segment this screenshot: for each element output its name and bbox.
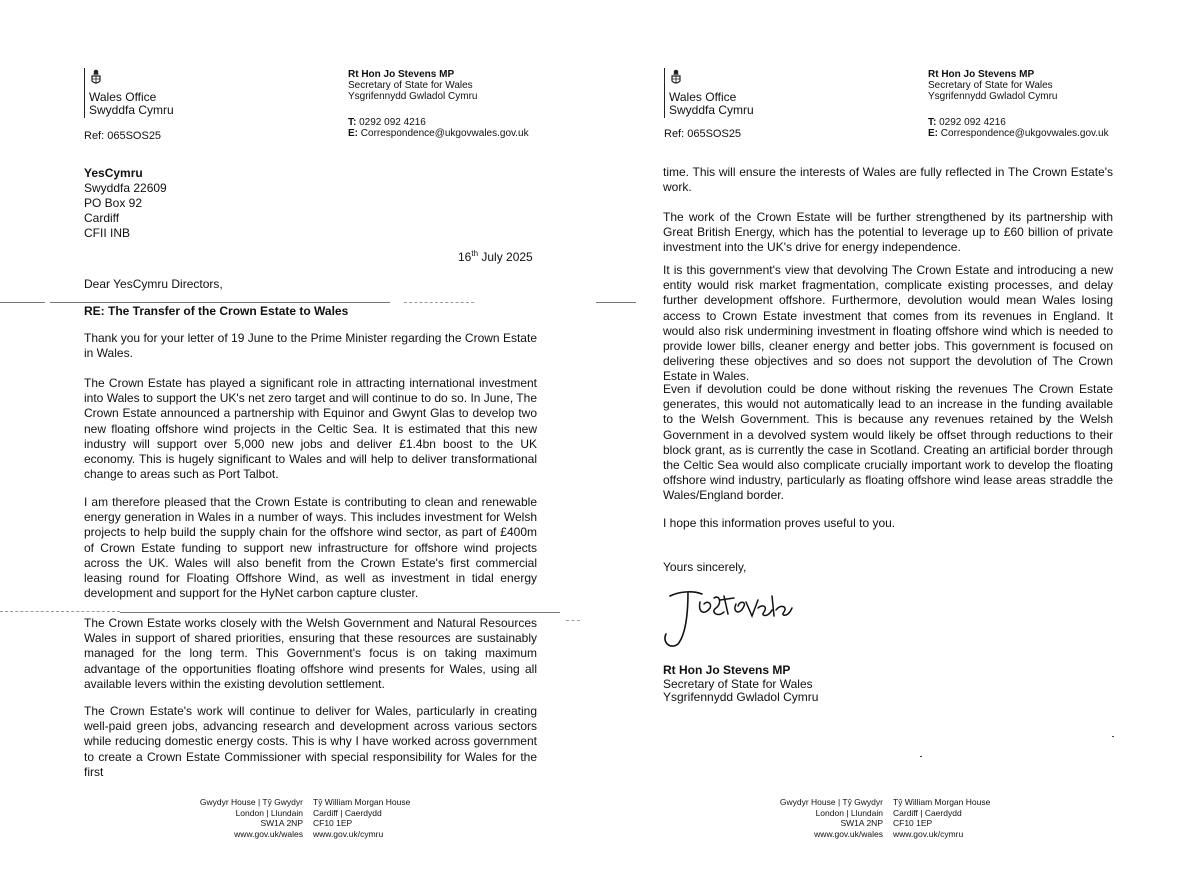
body-paragraph: It is this government's view that devolving The Crown Estate and introducing a new entity would risk market fragmentation, complicate existing processes, and delay further development offshore. Furthermore, devolution would mean Wales losing access to Crown Estate investment that comes from its revenues in England. It would also risk undermining investment in floating offshore wind which is needed to provide lower bills, cleaner energy and better jobs. This government is focused on delivering these objectives and so does not support the devolution of The Crown Estate in Wales.: [663, 263, 1113, 384]
sender-name: Rt Hon Jo Stevens MP: [928, 69, 1035, 80]
org-name: [669, 91, 754, 117]
contact-block: [928, 117, 1109, 139]
scan-artifact: [920, 756, 922, 757]
recipient-line: Cardiff: [84, 211, 120, 225]
signoff: Yours sincerely,: [663, 560, 747, 574]
sender-block: [348, 69, 478, 102]
org-name-cy: Swyddfa Cymru: [669, 103, 754, 117]
signature-block: [663, 664, 818, 705]
salutation: Dear YesCymru Directors,: [84, 277, 223, 291]
email-label: E:: [348, 128, 358, 139]
org-name-cy: Swyddfa Cymru: [89, 103, 174, 117]
sender-title-en: Secretary of State for Wales: [928, 80, 1053, 91]
phone-number: 0292 092 4216: [939, 117, 1006, 128]
letterhead-rule: [84, 68, 85, 118]
sender-name: Rt Hon Jo Stevens MP: [348, 69, 455, 80]
handwritten-signature: [658, 582, 798, 654]
recipient-address: [84, 166, 167, 241]
footer-cardiff: Tŷ William Morgan House Cardiff | Caerdydd CF10 1EP www.gov.uk/cymru: [313, 797, 411, 839]
sender-title-cy: Ysgrifennydd Gwladol Cymru: [928, 91, 1058, 102]
sender-title-cy: Ysgrifennydd Gwladol Cymru: [348, 91, 478, 102]
body-paragraph: The Crown Estate has played a significant role in attracting international investment into Wales to support the UK's net zero target and will continue to do so. In June, The Crown Estate announced a partnership with Equinor and Gwynt Glas to develop two new floating offshore wind projects in the Celtic Sea. It is estimated that this new industry will support over 5,000 new jobs and deliver £1.4bn boost to the UK economy. This is hugely significant to Wales and will help to deliver transformational change to areas such as Port Talbot.: [84, 376, 537, 482]
body-paragraph: I hope this information proves useful to you.: [663, 516, 896, 530]
contact-block: [348, 117, 529, 139]
royal-crest-icon: [90, 68, 102, 86]
body-paragraph: The Crown Estate works closely with the Welsh Government and Natural Resources Wales in support of shared priorities, ensuring that these resources are sustainably managed for the long term. This Government's focus is on taking maximum advantage of the opportunities floating offshore wind presents for Wales, using all available levers within the existing devolution settlement.: [84, 616, 537, 691]
signatory-name: Rt Hon Jo Stevens MP: [663, 663, 791, 677]
scan-artifact: [404, 302, 474, 303]
scan-artifact: [120, 612, 560, 613]
sender-title-en: Secretary of State for Wales: [348, 80, 473, 91]
recipient-line: PO Box 92: [84, 196, 143, 210]
org-name-en: Wales Office: [89, 90, 157, 104]
footer-london: Gwydyr House | Tŷ Gwydyr London | Llundain SW1A 2NP www.gov.uk/wales: [199, 797, 303, 839]
body-paragraph: The work of the Crown Estate will be further strengthened by its partnership with Great British Energy, which has the potential to leverage up to £60 billion of private investment into the UK's drive for energy independence.: [663, 210, 1113, 255]
letter-page-2: [600, 0, 1200, 874]
scan-artifact: [50, 302, 390, 303]
org-name-en: Wales Office: [669, 90, 737, 104]
phone-label: T:: [348, 117, 357, 128]
recipient-line: Swyddfa 22609: [84, 181, 167, 195]
signatory-title-cy: Ysgrifennydd Gwladol Cymru: [663, 690, 819, 704]
scan-artifact: [0, 302, 45, 303]
body-paragraph: I am therefore pleased that the Crown Estate is contributing to clean and renewable energy generation in Wales in a number of ways. This includes investment for Welsh projects to help build the supply chain for the offshore wind sector, as part of £400m of Crown Estate funding to support new infrastructure for offshore wind projects across the UK. Wales will also benefit from the Crown Estate's first commercial leasing round for Floating Offshore Wind, as well as investment in tidal energy development and support for the HyNet carbon capture cluster.: [84, 495, 537, 601]
reference: Ref: 065SOS25: [84, 130, 162, 142]
footer-london: Gwydyr House | Tŷ Gwydyr London | Llundain SW1A 2NP www.gov.uk/wales: [779, 797, 883, 839]
recipient-line: CFII INB: [84, 226, 131, 240]
royal-crest-icon: [670, 68, 682, 86]
letterhead-rule: [664, 68, 665, 118]
phone-label: T:: [928, 117, 937, 128]
body-paragraph: Thank you for your letter of 19 June to the Prime Minister regarding the Crown Estate in Wales.: [84, 331, 537, 361]
letter-date: 16th July 2025: [458, 249, 533, 264]
body-paragraph: Even if devolution could be done without risking the revenues The Crown Estate generates, this would not automatically lead to an increase in the funding available to the Welsh Government. This is because any revenues retained by the Welsh Government in a devolved system would likely be offset through reductions to their block grant, as is currently the case in Scotland. Creating an artificial border through the Celtic Sea would also complicate crucially important work to develop the floating offshore wind industry, particularly as floating offshore wind lease areas straddle the Wales/England border.: [663, 382, 1113, 503]
email-label: E:: [928, 128, 938, 139]
phone-number: 0292 092 4216: [359, 117, 426, 128]
email-address: Correspondence@ukgovwales.gov.uk: [940, 128, 1109, 139]
scan-artifact: [1112, 736, 1114, 737]
signatory-title-en: Secretary of State for Wales: [663, 676, 813, 691]
body-paragraph: The Crown Estate's work will continue to deliver for Wales, particularly in creating well-paid green jobs, advancing research and development across various sectors while reducing domestic energy costs. This is why I have worked across government to create a Crown Estate Commissioner with special responsibility for Wales for the first: [84, 704, 537, 779]
reference: Ref: 065SOS25: [664, 128, 742, 140]
recipient-line: YesCymru: [84, 166, 143, 180]
org-name: [89, 91, 174, 117]
subject-line: RE: The Transfer of the Crown Estate to Wales: [84, 304, 349, 318]
scan-artifact: [566, 620, 580, 621]
body-paragraph: time. This will ensure the interests of Wales are fully reflected in The Crown Estate's work.: [663, 165, 1113, 195]
footer-cardiff: Tŷ William Morgan House Cardiff | Caerdydd CF10 1EP www.gov.uk/cymru: [893, 797, 991, 839]
email-address: Correspondence@ukgovwales.gov.uk: [360, 128, 529, 139]
sender-block: [928, 69, 1058, 102]
scan-artifact: [0, 611, 120, 612]
